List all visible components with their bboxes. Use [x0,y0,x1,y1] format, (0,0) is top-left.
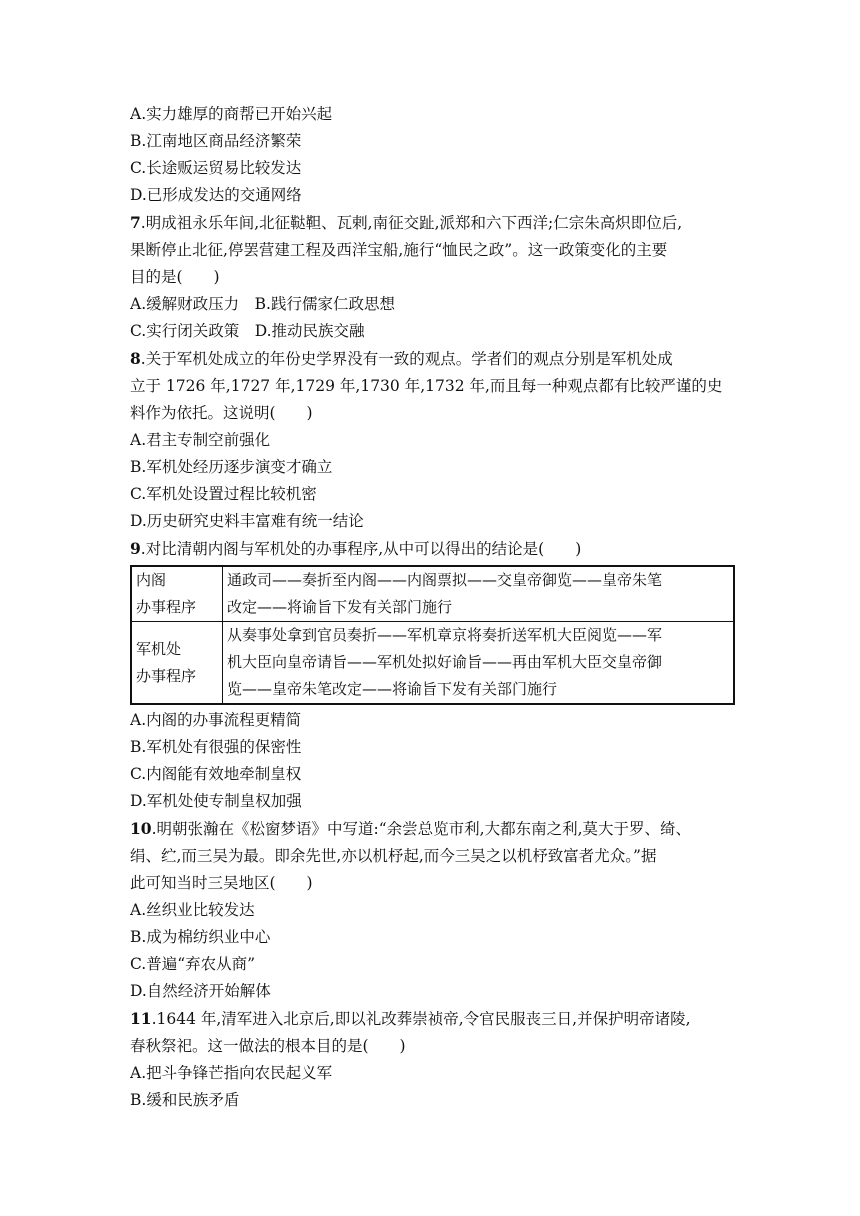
q9-option-b: B.军机处有很强的保密性 [130,738,302,756]
q11-stem-line-2: 春秋祭祀。这一做法的根本目的是( ) [130,1037,406,1055]
q9-stem: 9.对比清朝内阁与军机处的办事程序,从中可以得出的结论是( ) [130,539,582,558]
q7-stem-line-3: 目的是( ) [130,268,220,286]
table-row [131,566,734,622]
q9-option-c: C.内阁能有效地牵制皇权 [130,765,302,783]
q7-stem-line-2: 果断停止北征,停罢营建工程及西洋宝船,施行“恤民之政”。这一政策变化的主要 [130,241,668,259]
q6-option-b: B.江南地区商品经济繁荣 [130,132,302,150]
table-cell-cabinet-procedure: 通政司——奏折至内阁——内阁票拟——交皇帝御览——皇帝朱笔 改定——将谕旨下发有关部门施行 [223,566,735,622]
q10-option-a: A.丝织业比较发达 [130,901,255,919]
table-row-header-cabinet: 内阁 办事程序 [131,566,223,622]
q8-stem-line-3: 料作为依托。这说明( ) [130,404,313,422]
q7-options-cd: C.实行闭关政策 D.推动民族交融 [130,322,365,340]
q6-option-d: D.已形成发达的交通网络 [130,186,302,204]
question-content [130,101,735,1114]
q10-option-c: C.普遍“弃农从商” [130,955,256,973]
table-row-header-grand-council: 军机处 办事程序 [131,622,223,705]
q11-stem-line-1: 11.1644 年,清军进入北京后,即以礼改葬崇祯帝,令官民服丧三日,并保护明帝诸陵, [130,1009,691,1028]
q11-number: 11 [130,1009,152,1028]
q7-options-ab: A.缓解财政压力 B.践行儒家仁政思想 [130,295,395,313]
q11-option-b: B.缓和民族矛盾 [130,1091,240,1109]
q10-number: 10 [130,819,152,838]
q10-stem-line-1: 10.明朝张瀚在《松窗梦语》中写道:“余尝总览市利,大都东南之利,莫大于罗、绮、 [130,819,692,838]
q10-option-b: B.成为棉纺织业中心 [130,928,271,946]
q10-option-d: D.自然经济开始解体 [130,982,271,1000]
q8-stem-line-1: 8.关于军机处成立的年份史学界没有一致的观点。学者们的观点分别是军机处成 [130,349,673,368]
table-cell-grand-council-procedure: 从奏事处拿到官员奏折——军机章京将奏折送军机大臣阅览——军 机大臣向皇帝请旨——军机处拟好谕旨——再由军机大臣交皇帝御 览——皇帝朱笔改定——将谕旨下发有关部门施行 [223,622,735,705]
q10-stem-line-2: 绢、纻,而三吴为最。即余先世,亦以机杼起,而今三吴之以机杼致富者尤众。”据 [130,847,657,865]
q10-stem-line-3: 此可知当时三吴地区( ) [130,874,313,892]
q8-option-b: B.军机处经历逐步演变才确立 [130,458,333,476]
q8-stem-line-2: 立于 1726 年,1727 年,1729 年,1730 年,1732 年,而且每一种观点都有比较严谨的史 [130,377,723,395]
q9-option-a: A.内阁的办事流程更精简 [130,711,302,729]
table-row [131,622,734,705]
q8-option-d: D.历史研究史料丰富难有统一结论 [130,512,364,530]
q8-option-a: A.君主专制空前强化 [130,431,271,449]
q6-option-c: C.长途贩运贸易比较发达 [130,159,302,177]
q7-number: 7 [130,213,141,232]
q9-option-d: D.军机处使专制皇权加强 [130,792,302,810]
q8-option-c: C.军机处设置过程比较机密 [130,485,317,503]
q8-number: 8 [130,349,141,368]
q7-stem-line-1: 7.明成祖永乐年间,北征鞑靼、瓦剌,南征交趾,派郑和六下西洋;仁宗朱高炽即位后, [130,213,683,232]
q9-comparison-table [130,565,735,705]
q11-option-a: A.把斗争锋芒指向农民起义军 [130,1064,333,1082]
q6-option-a: A.实力雄厚的商帮已开始兴起 [130,105,333,123]
q9-number: 9 [130,539,141,558]
